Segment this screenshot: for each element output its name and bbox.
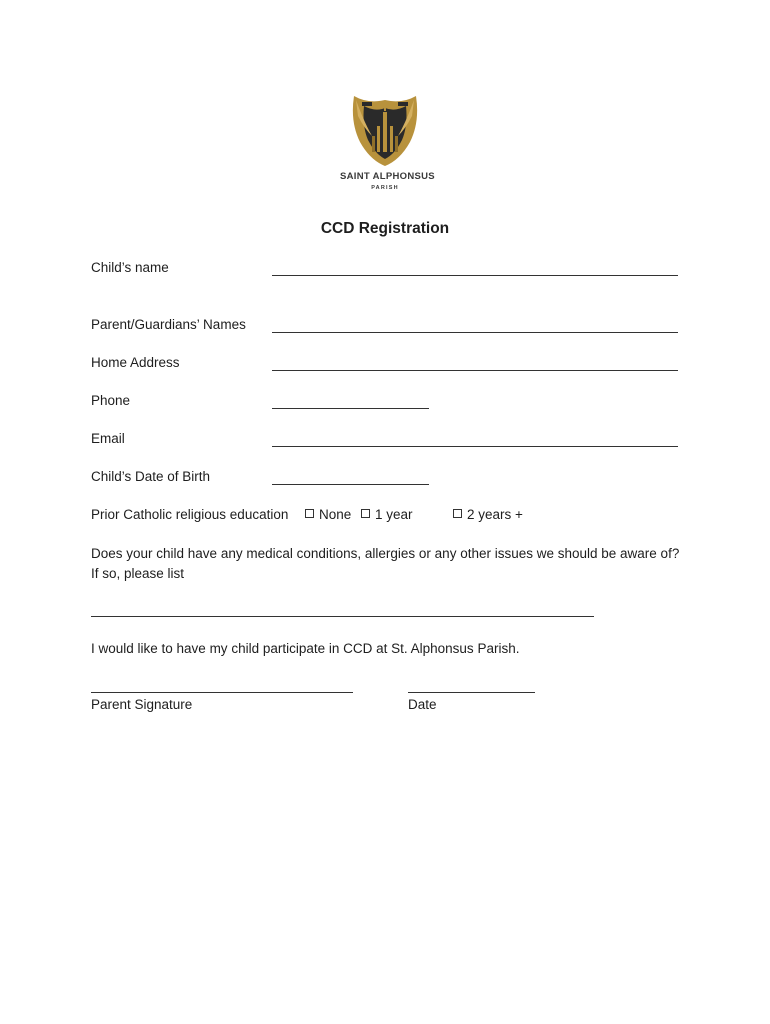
option-2-years[interactable] [453,507,523,522]
phone-label: Phone [91,393,131,408]
phone-field[interactable] [272,408,429,409]
medical-question: Does your child have any medical conditions, allergies or any other issues we should be aware of? If so, please list [91,546,680,581]
option-1-year-label: 1 year [375,507,413,522]
email-field[interactable] [272,446,678,447]
option-none-label: None [319,507,352,522]
crest-icon [350,92,420,168]
form-title: CCD Registration [320,220,450,237]
email-label: Email [91,431,125,446]
address-label: Home Address [91,355,180,370]
parish-logo [340,92,435,194]
checkbox-1-year[interactable] [361,509,370,518]
checkbox-none[interactable] [305,509,314,518]
guardians-field[interactable] [272,332,678,333]
signature-field[interactable] [91,692,353,693]
dob-label: Child’s Date of Birth [91,469,211,484]
checkbox-2-years[interactable] [453,509,462,518]
parish-subtitle: PARISH [371,185,399,191]
option-none[interactable] [305,507,351,522]
date-field[interactable] [408,692,535,693]
child-name-label: Child’s name [91,260,169,275]
prior-education-label: Prior Catholic religious education [91,507,289,522]
consent-statement: I would like to have my child participate in CCD at St. Alphonsus Parish. [91,641,520,656]
address-field[interactable] [272,370,678,371]
dob-field[interactable] [272,484,429,485]
child-name-field[interactable] [272,275,678,276]
date-label: Date [408,697,437,712]
option-2-years-label: 2 years + [467,507,523,522]
medical-conditions-field[interactable] [91,616,594,617]
option-1-year[interactable] [361,507,413,522]
parish-name: SAINT ALPHONSUS [340,171,435,182]
signature-label: Parent Signature [91,697,193,712]
guardians-label: Parent/Guardians’ Names [91,317,246,332]
